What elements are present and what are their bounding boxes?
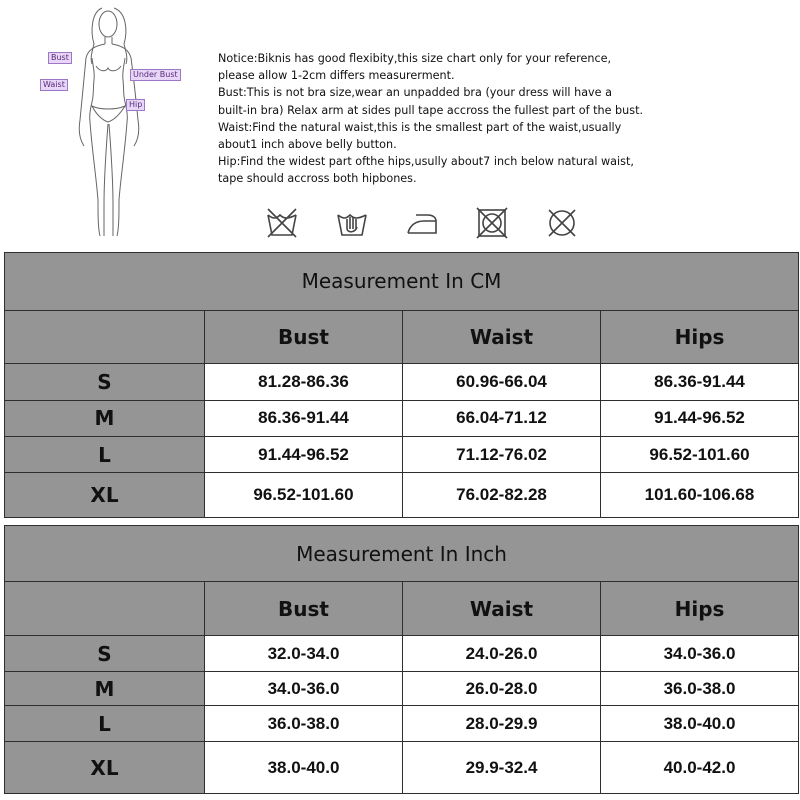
table-row	[5, 636, 799, 672]
notice-line: Waist:Find the natural waist,this is the smallest part of the waist,usually	[218, 120, 622, 134]
hips-value: 96.52-101.60	[601, 437, 799, 473]
hips-value: 86.36-91.44	[601, 364, 799, 400]
size-label: XL	[5, 742, 205, 794]
notice-line: tape should accross both hipbones.	[218, 172, 417, 186]
bust-value: 38.0-40.0	[205, 742, 403, 794]
hips-value: 34.0-36.0	[601, 636, 799, 672]
notice-line: please allow 1-2cm differs measurerment.	[218, 69, 455, 83]
table-title: Measurement In CM	[5, 253, 799, 311]
table-row	[5, 706, 799, 742]
bust-value: 34.0-36.0	[205, 672, 403, 706]
bust-value: 86.36-91.44	[205, 400, 403, 436]
hips-value: 101.60-106.68	[601, 473, 799, 518]
table-title: Measurement In Inch	[5, 526, 799, 582]
bust-value: 96.52-101.60	[205, 473, 403, 518]
table-row	[5, 437, 799, 473]
column-header-waist: Waist	[403, 310, 601, 364]
column-header-hips: Hips	[601, 310, 799, 364]
hand-wash-icon	[334, 205, 370, 241]
waist-value: 76.02-82.28	[403, 473, 601, 518]
size-label: M	[5, 400, 205, 436]
size-notice	[218, 50, 688, 188]
bust-value: 36.0-38.0	[205, 706, 403, 742]
corner-cell	[5, 310, 205, 364]
notice-line: Bust:This is not bra size,wear an unpadded bra (your dress will have a	[218, 86, 612, 100]
bust-value: 32.0-34.0	[205, 636, 403, 672]
table-row	[5, 400, 799, 436]
column-header-bust: Bust	[205, 582, 403, 636]
column-header-hips: Hips	[601, 582, 799, 636]
waist-value: 60.96-66.04	[403, 364, 601, 400]
table-row	[5, 672, 799, 706]
notice-line: Notice:Biknis has good flexibity,this size chart only for your reference,	[218, 52, 612, 65]
hips-value: 36.0-38.0	[601, 672, 799, 706]
waist-label: Waist	[40, 79, 68, 91]
table-row	[5, 364, 799, 400]
size-label: M	[5, 672, 205, 706]
iron-icon	[404, 205, 440, 241]
do-not-wash-icon	[264, 205, 300, 241]
do-not-tumble-dry-icon	[474, 205, 510, 241]
bust-value: 81.28-86.36	[205, 364, 403, 400]
size-label: L	[5, 437, 205, 473]
column-header-bust: Bust	[205, 310, 403, 364]
waist-value: 71.12-76.02	[403, 437, 601, 473]
size-label: S	[5, 636, 205, 672]
table-row	[5, 473, 799, 518]
do-not-dry-clean-icon	[544, 205, 580, 241]
hip-label: Hip	[126, 99, 145, 111]
size-label: S	[5, 364, 205, 400]
bust-value: 91.44-96.52	[205, 437, 403, 473]
waist-value: 26.0-28.0	[403, 672, 601, 706]
hips-value: 91.44-96.52	[601, 400, 799, 436]
measurement-inch-table	[4, 525, 799, 794]
size-label: L	[5, 706, 205, 742]
measurement-cm-table	[4, 252, 799, 518]
column-header-waist: Waist	[403, 582, 601, 636]
table-row	[5, 742, 799, 794]
hips-value: 40.0-42.0	[601, 742, 799, 794]
under-bust-label: Under Bust	[130, 69, 181, 81]
hips-value: 38.0-40.0	[601, 706, 799, 742]
care-icons	[264, 205, 584, 241]
waist-value: 24.0-26.0	[403, 636, 601, 672]
notice-line: Hip:Find the widest part ofthe hips,usully about7 inch below natural waist,	[218, 155, 634, 169]
body-measurement-figure	[40, 0, 190, 245]
waist-value: 28.0-29.9	[403, 706, 601, 742]
corner-cell	[5, 582, 205, 636]
notice-line: about1 inch above belly button.	[218, 138, 397, 152]
size-label: XL	[5, 473, 205, 518]
waist-value: 29.9-32.4	[403, 742, 601, 794]
bust-label: Bust	[48, 52, 72, 64]
woman-silhouette-icon	[40, 0, 190, 245]
waist-value: 66.04-71.12	[403, 400, 601, 436]
notice-line: built-in bra) Relax arm at sides pull tape accross the fullest part of the bust.	[218, 103, 644, 117]
